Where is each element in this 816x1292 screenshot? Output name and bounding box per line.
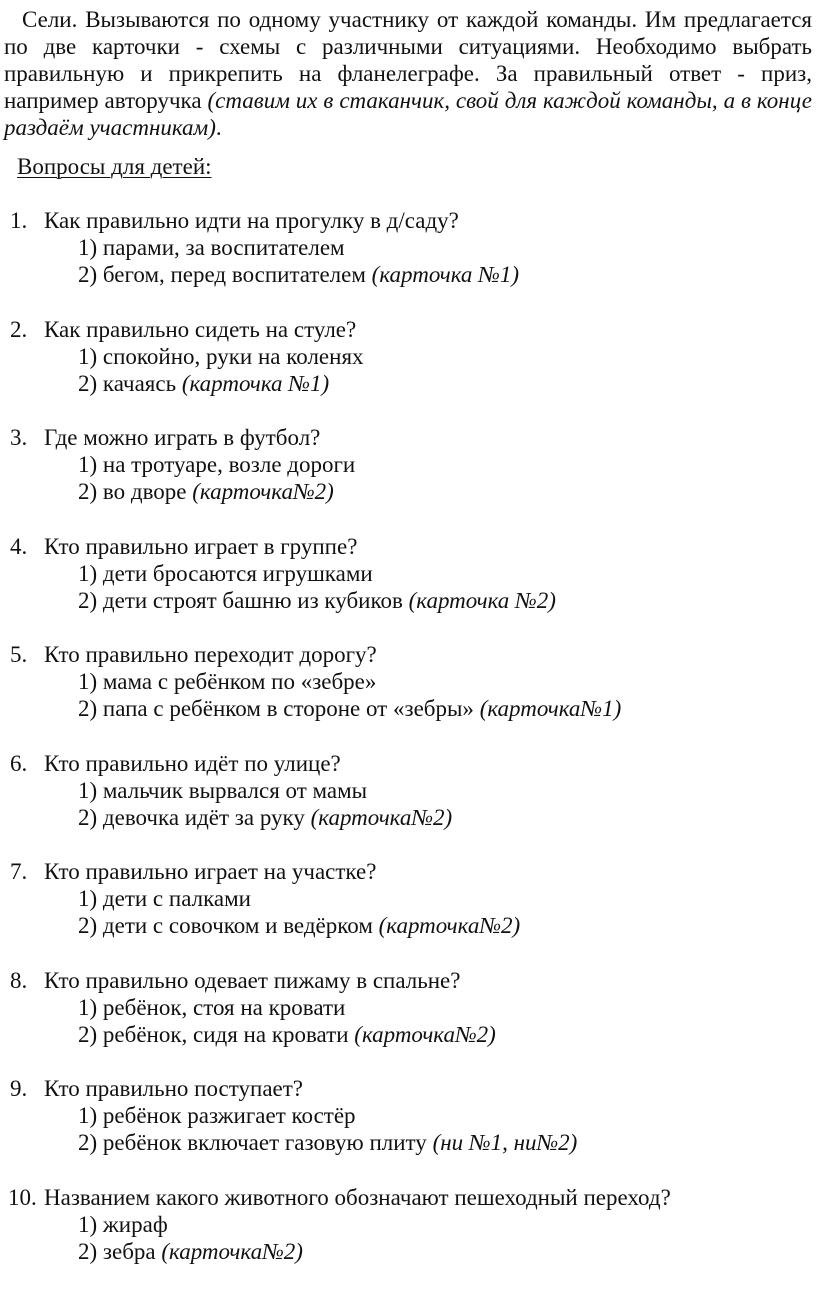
question-item (0, 641, 816, 722)
answer-option (0, 343, 816, 370)
question-text: Кто правильно играет в группе? (44, 533, 358, 559)
answer-text: 1) на тротуаре, возле дороги (78, 452, 356, 477)
intro-text: Сели. Вызываются по одному участнику от каждой команды. Им предлагается по две карточки - схемы с различными ситуациями. Необходимо выбрать правильную и прикрепить на фланелеграфе. За правильный ответ - приз, например авторучка (4, 7, 812, 113)
question-item (0, 1184, 816, 1265)
answer-card-note: (карточка№2) (310, 804, 453, 830)
question-text: Кто правильно идёт по улице? (44, 750, 341, 776)
question-line (0, 424, 816, 451)
answer-card-note: (карточка№2) (378, 913, 521, 938)
question-text: Кто правильно играет на участке? (44, 859, 377, 884)
answer-option (0, 695, 816, 722)
intro-italic-note: (ставим их в стаканчик, свой для каждой команды, а в конце раздаём участникам) (4, 88, 812, 140)
question-line (0, 858, 816, 885)
answer-text: 1) дети с палками (78, 886, 251, 911)
answer-text: 1) жираф (78, 1211, 168, 1237)
answer-text: 2) качаясь (78, 370, 182, 396)
answer-option (0, 370, 816, 397)
answer-card-note: (карточка №2) (408, 587, 556, 613)
question-number: 7. (10, 859, 28, 884)
answer-option (0, 777, 816, 804)
answer-text: 2) ребёнок, сидя на кровати (78, 1021, 355, 1047)
answer-text: 1) парами, за воспитателем (78, 235, 345, 260)
answer-option (0, 478, 816, 505)
answer-card-note: (ни №1, ни№2) (432, 1130, 578, 1155)
answer-text: 1) ребёнок разжигает костёр (78, 1103, 356, 1128)
question-text: Названием какого животного обозначают пешеходный переход? (44, 1184, 671, 1210)
answer-text: 1) дети бросаются игрушками (78, 560, 373, 586)
answer-text: 2) дети с совочком и ведёрком (78, 913, 379, 938)
question-text: Как правильно сидеть на стуле? (44, 316, 357, 342)
question-line (0, 750, 816, 777)
question-number: 6. (10, 750, 28, 776)
questions-heading: Вопросы для детей: (17, 154, 212, 179)
answer-text: 2) девочка идёт за руку (78, 804, 311, 830)
answer-text: 2) бегом, перед воспитателем (78, 262, 372, 287)
answer-option (0, 1238, 816, 1265)
question-line (0, 1075, 816, 1102)
question-item (0, 316, 816, 397)
answer-text: 2) зебра (78, 1238, 162, 1264)
question-number: 3. (10, 425, 28, 450)
question-line (0, 1184, 816, 1211)
answer-card-note: (карточка№2) (354, 1021, 496, 1047)
answer-option (0, 587, 816, 614)
questions-list (0, 207, 816, 1292)
question-item (0, 207, 816, 288)
question-line (0, 533, 816, 560)
answer-option (0, 912, 816, 939)
question-line (0, 641, 816, 668)
answer-option (0, 1102, 816, 1129)
question-number: 1. (10, 208, 28, 233)
answer-card-note: (карточка№2) (161, 1238, 303, 1264)
question-number: 8. (10, 967, 28, 993)
question-number: 9. (10, 1076, 28, 1101)
answer-card-note: (карточка №1) (371, 262, 519, 287)
answer-option (0, 1021, 816, 1048)
question-item (0, 967, 816, 1048)
answer-card-note: (карточка №1) (181, 370, 330, 396)
answer-option (0, 668, 816, 695)
question-item (0, 424, 816, 505)
answer-text: 2) во дворе (78, 479, 193, 504)
answer-text: 2) ребёнок включает газовую плиту (78, 1130, 433, 1155)
answer-text: 2) дети строят башню из кубиков (78, 587, 409, 613)
answer-option (0, 804, 816, 831)
question-line (0, 207, 816, 234)
answer-card-note: (карточка№2) (192, 479, 334, 504)
answer-option (0, 885, 816, 912)
question-line (0, 316, 816, 343)
answer-text: 1) мальчик вырвался от мамы (78, 777, 368, 803)
question-item (0, 750, 816, 831)
question-number: 5. (10, 642, 28, 667)
answer-option (0, 994, 816, 1021)
answer-option (0, 1211, 816, 1238)
question-text: Как правильно идти на прогулку в д/саду? (44, 208, 459, 233)
intro-period: . (215, 115, 222, 140)
question-text: Кто правильно одевает пижаму в спальне? (44, 967, 461, 993)
question-number: 2. (10, 316, 28, 342)
answer-text: 1) мама с ребёнком по «зебре» (78, 669, 377, 694)
answer-text: 1) спокойно, руки на коленях (78, 343, 364, 369)
answer-option (0, 1129, 816, 1156)
answer-text: 2) папа с ребёнком в стороне от «зебры» (78, 696, 480, 721)
question-text: Кто правильно переходит дорогу? (44, 642, 377, 667)
intro-paragraph (4, 6, 812, 141)
question-text: Где можно играть в футбол? (44, 425, 321, 450)
question-line (0, 967, 816, 994)
question-item (0, 1075, 816, 1156)
answer-option (0, 234, 816, 261)
question-number: 10. (8, 1184, 37, 1210)
question-number: 4. (10, 533, 28, 559)
answer-option (0, 261, 816, 288)
answer-option (0, 451, 816, 478)
answer-option (0, 560, 816, 587)
answer-card-note: (карточка№1) (479, 696, 622, 721)
question-text: Кто правильно поступает? (44, 1076, 303, 1101)
question-item (0, 533, 816, 614)
question-item (0, 858, 816, 939)
answer-text: 1) ребёнок, стоя на кровати (78, 994, 346, 1020)
